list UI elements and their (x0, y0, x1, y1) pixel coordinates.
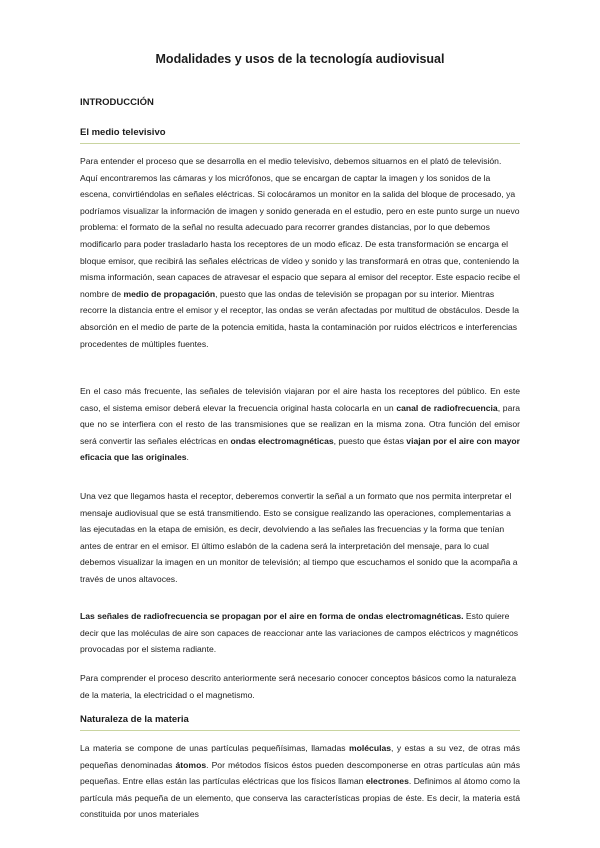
text-run: La materia se compone de unas partículas pequeñísimas, llamadas (80, 743, 349, 753)
bold-term-medio-propagacion: medio de propagación (123, 288, 216, 299)
paragraph-receptor: Una vez que llegamos hasta el receptor, deberemos convertir la señal a un formato que nos permita interpretar el mensaje audiovisual que se está transmitiendo. Esto se consigue realizando las operaciones, complementarias a las ejecutadas en la etapa de emisión, es decir, devolviendo a las señales las frecuencias y la forma que tenían antes de entrar en el emisor. El último eslabón de la cadena será la interpretación del mensaje, para lo cual debemos visualizar la imagen en un monitor de televisión; al tiempo que escuchamos el sonido que la acompaña a través de unos altavoces. (80, 491, 518, 584)
heading-underline (80, 143, 520, 144)
heading-underline (80, 730, 520, 731)
paragraph-propagacion (80, 608, 520, 658)
bold-term-viajan-aire: viajan por el aire con mayor eficacia que las originales (80, 435, 520, 463)
document-title: Modalidades y usos de la tecnología audiovisual (155, 52, 445, 66)
bold-term-canal-radiofrecuencia: canal de radiofrecuencia (396, 402, 498, 413)
text-run: , y estas a su vez, de otras más pequeñas denominadas (80, 743, 520, 770)
bold-term-electrones: electrones (365, 776, 409, 787)
paragraph-conceptos: Para comprender el proceso descrito anteriormente será necesario conocer conceptos básicos como la naturaleza de la materia, la electricidad o el magnetismo. (80, 673, 517, 700)
text-run: , para que no se interfiera con el resto de las transmisiones que se realizan en la misma zona. Otra función del emisor será convertir las señales eléctricas en (80, 402, 520, 446)
text-run: . Definimos al átomo como la partícula más pequeña de un elemento, que conserva las características propias de éste. Es decir, la materia está constituida por unos materiales (80, 776, 520, 820)
heading-naturaleza-materia: Naturaleza de la materia (80, 714, 189, 725)
text-run: , puesto que las ondas de televisión se propagan por su interior. Mientras recorre la distancia entre el emisor y el receptor, las ondas se verán afectadas por multitud de obstáculos. Desde la absorción en el medio de parte de la potencia emitida, hasta la contaminación por ruidos eléctricos e interferencias procedentes de múltiples fuentes. (80, 288, 519, 349)
text-run: . (186, 452, 189, 463)
bold-term-atomos: átomos (175, 759, 207, 770)
bold-term-moleculas: moléculas (349, 743, 392, 753)
paragraph-medio-televisivo (80, 153, 520, 352)
heading-medio-televisivo: El medio televisivo (80, 127, 166, 138)
paragraph-radiofrecuencia (80, 383, 520, 466)
heading-introduccion: INTRODUCCIÓN (80, 97, 154, 108)
text-run: En el caso más frecuente, las señales de televisión viajaran por el aire hasta los receptores del público. En este caso, el sistema emisor deberá elevar la frecuencia original hasta colocarla en un (80, 386, 520, 413)
bold-statement: Las señales de radiofrecuencia se propagan por el aire en forma de ondas electromagnéticas. (80, 611, 464, 621)
text-run: . Por métodos físicos éstos pueden descomponerse en otras partículas aún más pequeñas. Entre ellas están las partículas eléctricas que los físicos llaman (80, 759, 520, 787)
paragraph-naturaleza (80, 740, 520, 823)
text-run: Esto quiere decir que las moléculas de aire son capaces de reaccionar ante las variaciones de campos eléctricos y magnéticos provocadas por el sistema radiante. (80, 611, 519, 655)
bold-term-ondas-electromagneticas: ondas electromagnéticas (230, 435, 334, 446)
text-run: Para entender el proceso que se desarrolla en el medio televisivo, debemos situarnos en el plató de televisión. Aquí encontraremos las cámaras y los micrófonos, que se encargan de captar la imagen y los sonidos de la escena, convirtiéndolas en señales eléctricas. Si colocáramos un monitor en la salida del bloque de procesado, ya podríamos visualizar la información de imagen y sonido generada en el estudio, pero en este punto surge un nuevo problema: el formato de la señal no resulta adecuado para recorrer grandes distancias, por lo que debemos modificarlo para poder trasladarlo hasta los receptores de un modo eficaz. De esta transformación se encarga el bloque emisor, que recibirá las señales eléctricas de vídeo y sonido y las transformará en otras que, conteniendo la misma información, sean capaces de atravesar el espacio que separa al emisor del receptor. Este espacio recibe el nombre de (80, 156, 520, 299)
text-run: , puesto que éstas (333, 435, 407, 446)
